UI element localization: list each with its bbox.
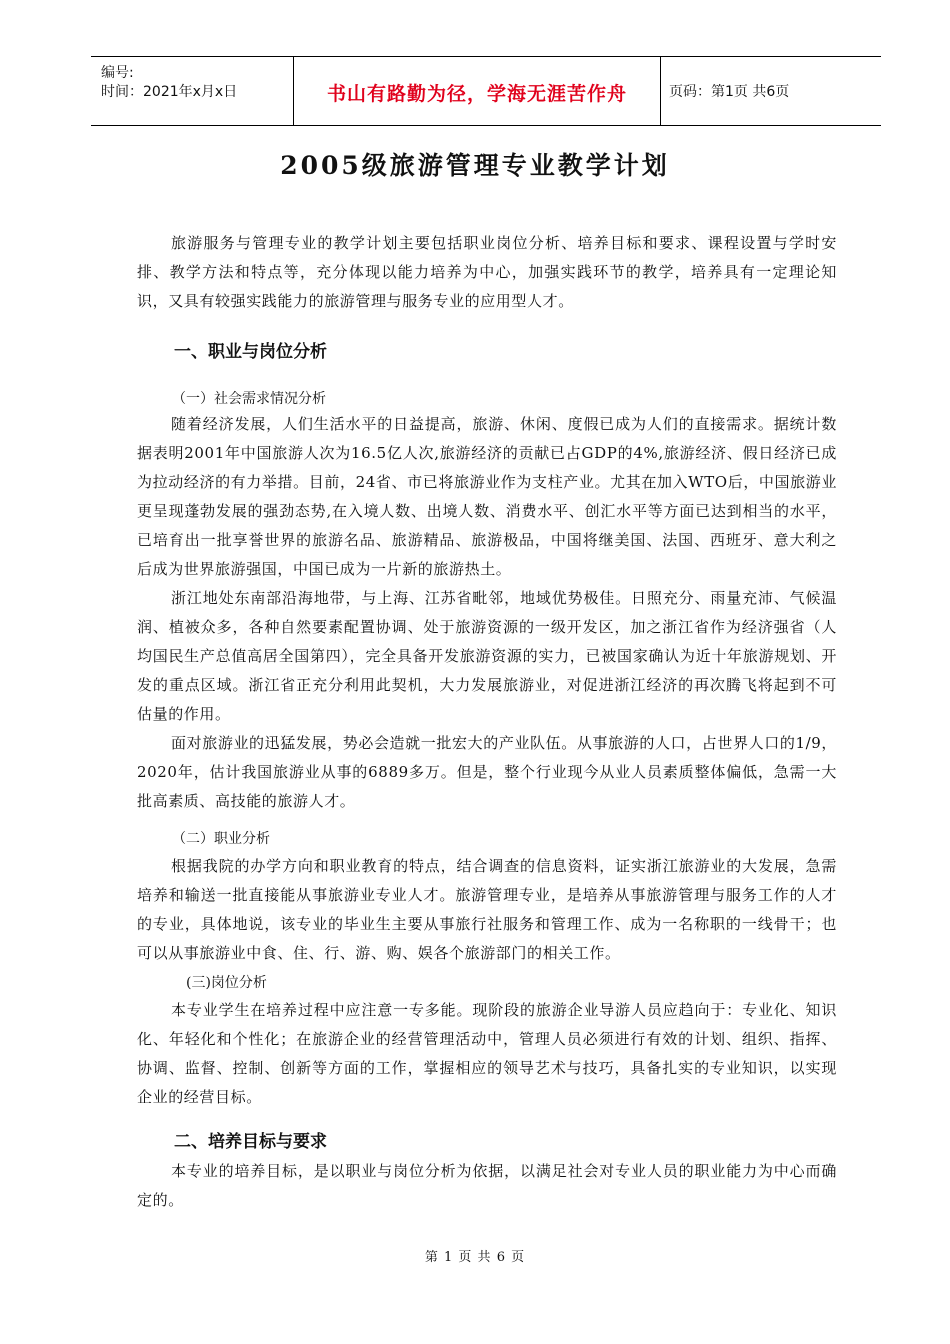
page-footer: 第 1 页 共 6 页 bbox=[424, 1250, 526, 1265]
header-page-cell bbox=[659, 57, 881, 125]
sub1-paragraph-2: 浙江地处东南部沿海地带，与上海、江苏省毗邻，地域优势极佳。日照充分、雨量充沛、气候温润、植被众多，各种自然要素配置协调、处于旅游资源的一级开发区，加之浙江省作为经济强省（人均国民生产总值高居全国第四），完全具备开发旅游资源的实力，已被国家确认为近十年旅游规划、开发的重点区域。浙江省正充分利用此契机，大力发展旅游业，对促进浙江经济的再次腾飞将起到不可估量的作用。 bbox=[137, 589, 837, 723]
header-motto-cell bbox=[293, 57, 661, 125]
sub1-heading: （一）社会需求情况分析 bbox=[172, 391, 326, 407]
sub3-paragraph-1: 本专业学生在培养过程中应注意一专多能。现阶段的旅游企业导游人员应趋向于：专业化、知识化、年轻化和个性化；在旅游企业的经营管理活动中，管理人员必须进行有效的计划、组织、指挥、协调、监督、控制、创新等方面的工作，掌握相应的领导艺术与技巧，具备扎实的专业知识，以实现企业的经营目标。 bbox=[137, 1001, 837, 1106]
document-title: 2005级旅游管理专业教学计划 bbox=[280, 151, 670, 180]
sub1-paragraph-1: 随着经济发展，人们生活水平的日益提高，旅游、休闲、度假已成为人们的直接需求。据统计数据表明2001年中国旅游人次为16.5亿人次,旅游经济的贡献已占GDP的4%,旅游经济、假日经济已成为拉动经济的有力举措。目前，24省、市已将旅游业作为支柱产业。尤其在加入WTO后，中国旅游业更呈现蓬勃发展的强劲态势,在入境人数、出境人数、消费水平、创汇水平等方面已达到相当的水平，已培育出一批享誉世界的旅游名品、旅游精品、旅游极品，中国将继美国、法国、西班牙、意大利之后成为世界旅游强国，中国已成为一片新的旅游热土。 bbox=[137, 415, 837, 578]
sub1-paragraph-3: 面对旅游业的迅猛发展，势必会造就一批宏大的产业队伍。从事旅游的人口，占世界人口的1/9，2020年，估计我国旅游业从事的6889多万。但是，整个行业现今从业人员素质整体偏低，急需一大批高素质、高技能的旅游人才。 bbox=[137, 734, 837, 810]
intro-paragraph: 旅游服务与管理专业的教学计划主要包括职业岗位分析、培养目标和要求、课程设置与学时安排、教学方法和特点等，充分体现以能力培养为中心，加强实践环节的教学，培养具有一定理论知识，又具有较强实践能力的旅游管理与服务专业的应用型人才。 bbox=[137, 234, 837, 310]
document-number: 编号: bbox=[101, 65, 134, 81]
document-time: 时间：2021年x月x日 bbox=[101, 84, 238, 100]
sub3-heading: (三)岗位分析 bbox=[186, 975, 267, 991]
section2-heading: 二、培养目标与要求 bbox=[174, 1132, 327, 1152]
motto-text: 书山有路勤为径，学海无涯苦作舟 bbox=[326, 83, 627, 105]
sub2-heading: （二）职业分析 bbox=[172, 831, 270, 847]
header-info-cell bbox=[91, 57, 293, 125]
page-code: 页码：第1页 共6页 bbox=[669, 84, 790, 100]
sub2-paragraph-1: 根据我院的办学方向和职业教育的特点，结合调查的信息资料，证实浙江旅游业的大发展，急需培养和输送一批直接能从事旅游业专业人才。旅游管理专业，是培养从事旅游管理与服务工作的人才的专业，具体地说，该专业的毕业生主要从事旅行社服务和管理工作、成为一名称职的一线骨干；也可以从事旅游业中食、住、行、游、购、娱各个旅游部门的相关工作。 bbox=[137, 857, 837, 962]
page-header bbox=[91, 56, 881, 126]
section2-paragraph-1: 本专业的培养目标，是以职业与岗位分析为依据，以满足社会对专业人员的职业能力为中心而确定的。 bbox=[137, 1162, 837, 1209]
section1-heading: 一、职业与岗位分析 bbox=[174, 342, 327, 362]
